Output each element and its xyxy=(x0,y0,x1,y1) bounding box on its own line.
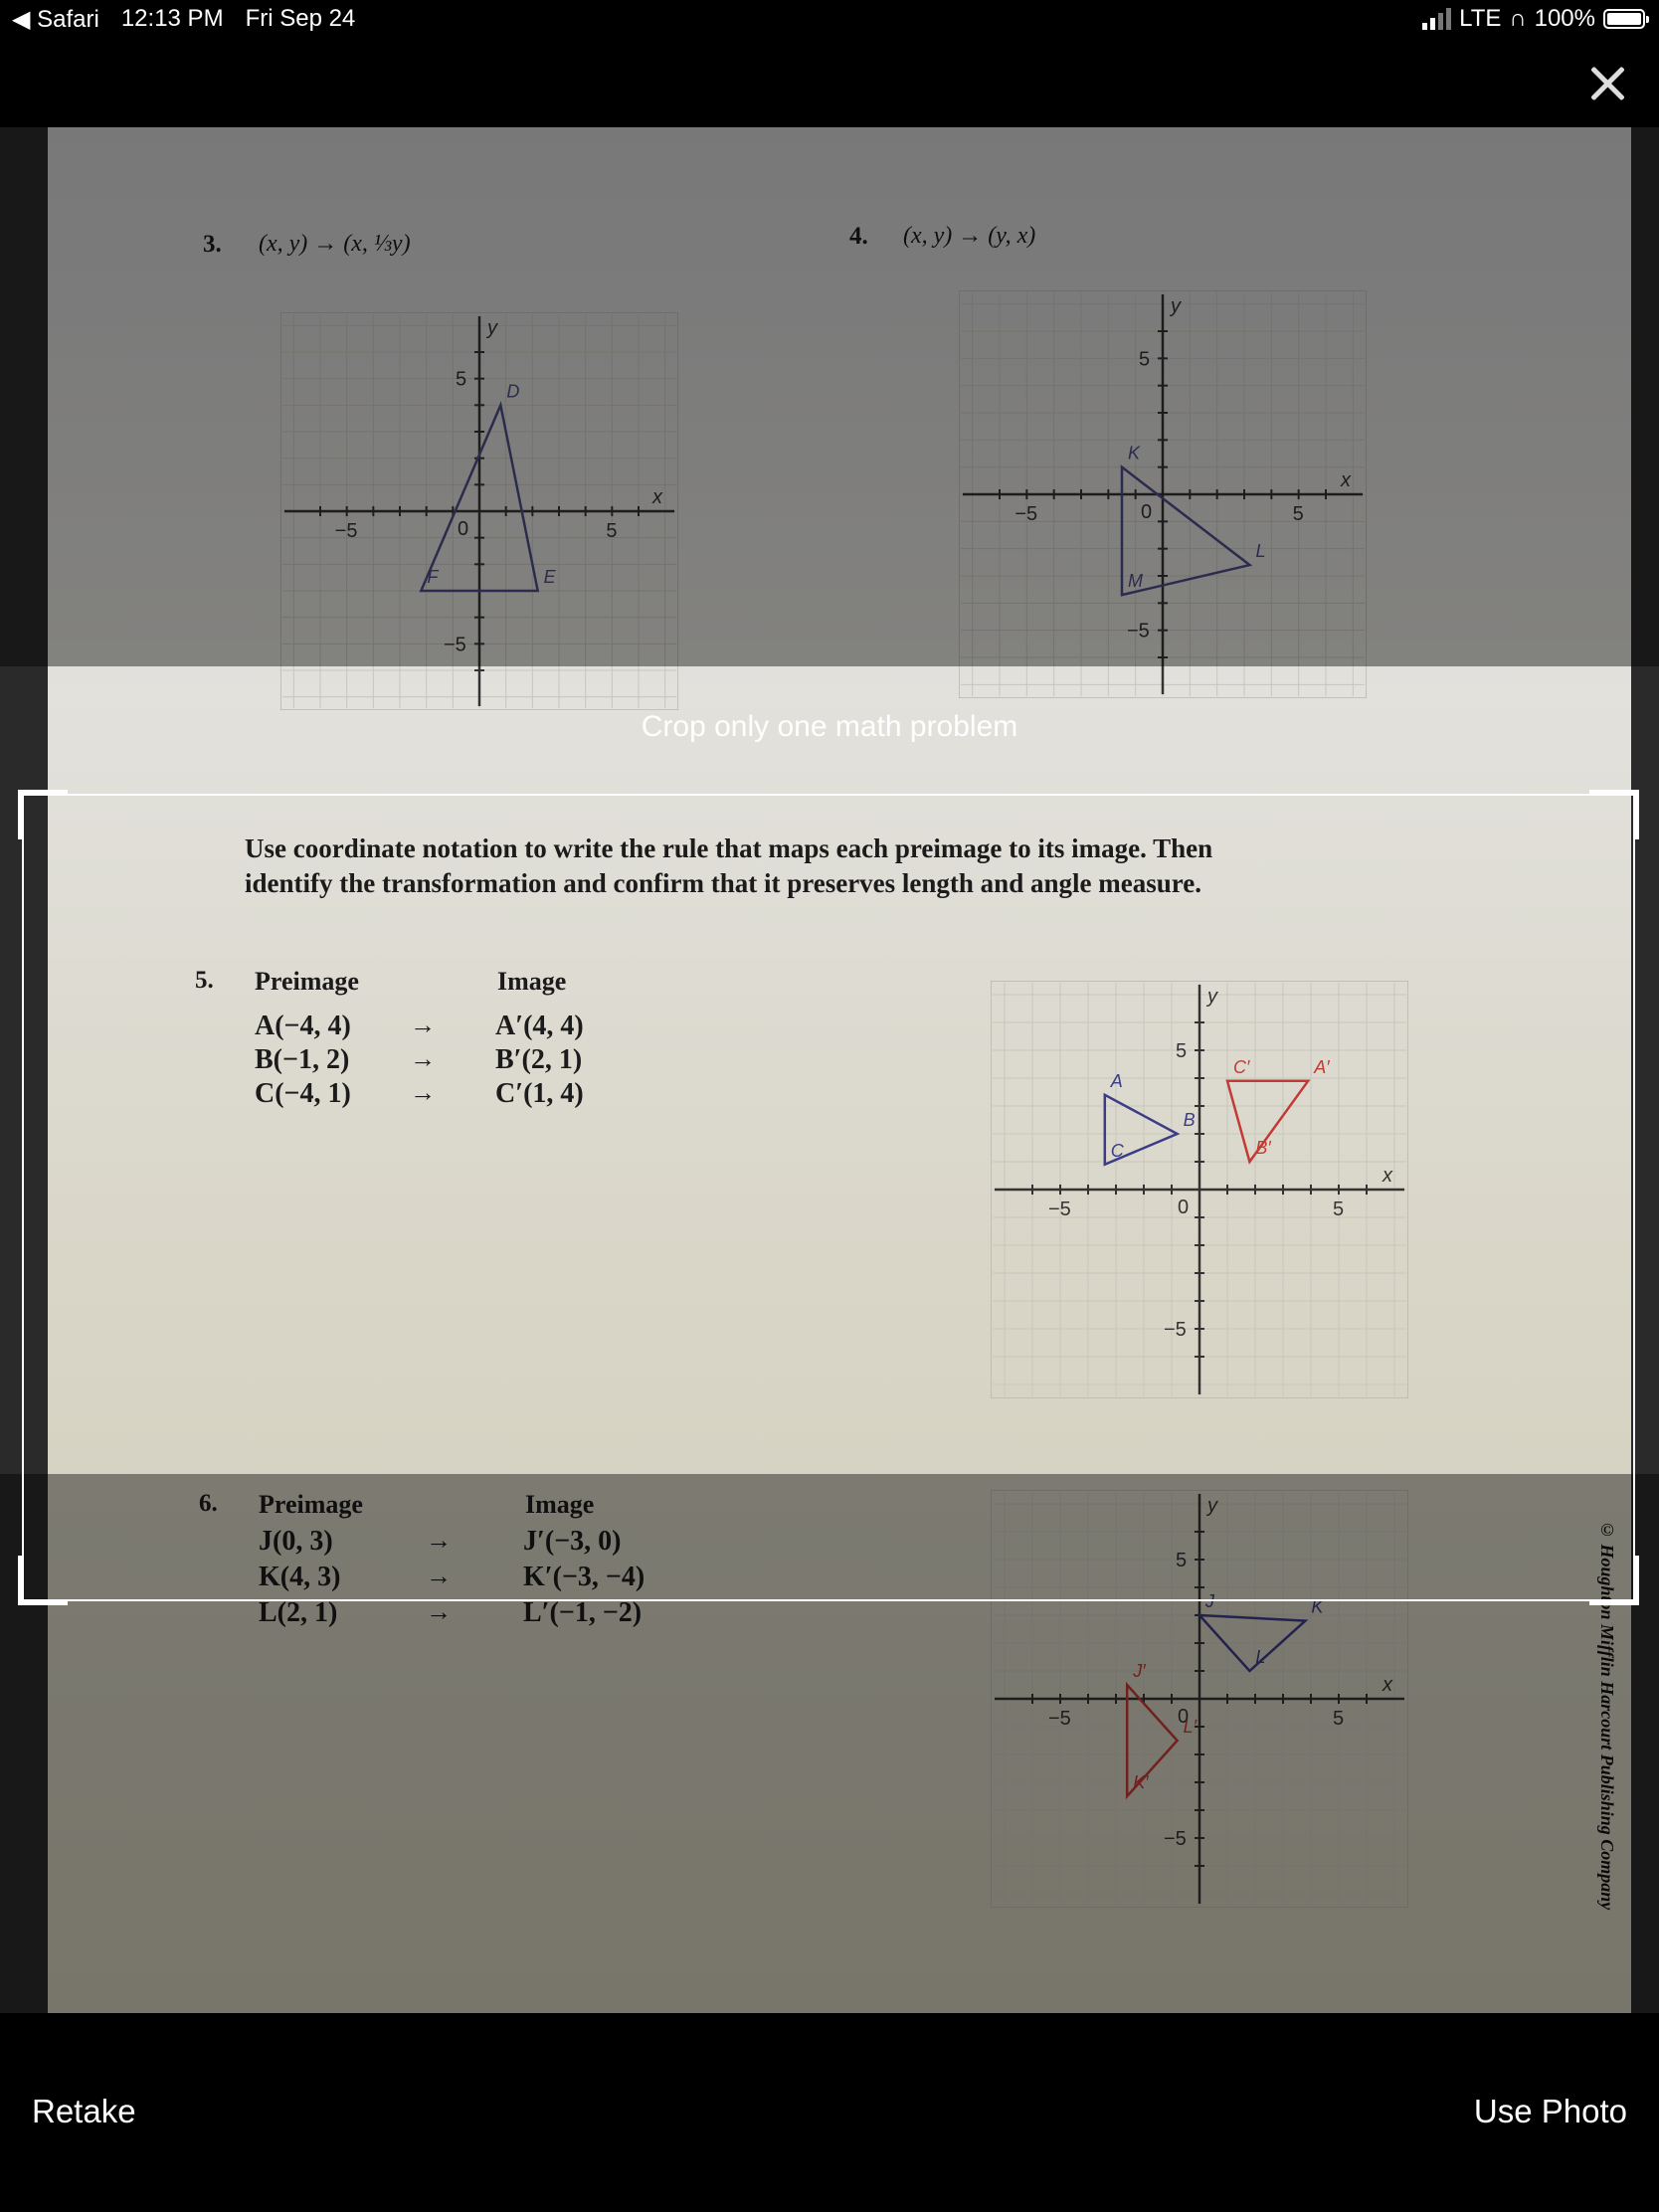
photo-preview xyxy=(0,127,1659,2013)
y-tick-label-pos: 5 xyxy=(1176,1040,1188,1062)
p6-arrow-j: → xyxy=(426,1526,452,1555)
y-axis-label: y xyxy=(1171,295,1181,317)
headphones-icon: ∩ xyxy=(1509,5,1527,32)
problem-3-number: 3. xyxy=(203,231,222,258)
origin-label: 0 xyxy=(1141,501,1153,523)
crop-frame[interactable] xyxy=(22,794,1635,1601)
use-photo-button[interactable]: Use Photo xyxy=(1473,2093,1627,2129)
y-axis-label: y xyxy=(1207,986,1217,1008)
problem-6-image-header: Image xyxy=(525,1490,595,1519)
p6-preimage-k: K(4, 3) xyxy=(259,1562,341,1592)
back-app-label: Safari xyxy=(37,6,99,33)
status-date: Fri Sep 24 xyxy=(245,5,356,32)
crop-handle-top-left[interactable] xyxy=(18,790,68,839)
problem-4-number: 4. xyxy=(849,223,868,250)
crop-handle-bottom-right[interactable] xyxy=(1589,1556,1639,1605)
copyright-text: © Houghton Mifflin Harcourt Publishing Company xyxy=(1597,1520,1617,1911)
vertex-label: C xyxy=(1110,1140,1124,1161)
vertex-label: K′ xyxy=(1133,1772,1149,1792)
p6-preimage-j: J(0, 3) xyxy=(259,1526,333,1557)
vertex-label: L xyxy=(1255,1647,1266,1667)
back-to-app-link[interactable]: ◀ Safari xyxy=(12,6,99,33)
y-axis-label: y xyxy=(1207,1495,1217,1517)
p6-image-j: J′(−3, 0) xyxy=(523,1526,622,1557)
p5-arrow-c: → xyxy=(410,1078,436,1107)
x-axis-label: x xyxy=(1382,1165,1392,1187)
instructions-text: Use coordinate notation to write the rule that maps each preimage to its image. Then identify the transformation and confirm that it preserves length and angle measure. xyxy=(245,833,1213,898)
network-label: LTE xyxy=(1459,5,1502,32)
x-axis-label: x xyxy=(652,486,662,508)
origin-label: 0 xyxy=(1178,1706,1190,1728)
origin-label: 0 xyxy=(1178,1197,1190,1218)
p6-image-l: L′(−1, −2) xyxy=(523,1597,643,1628)
x-axis-label: x xyxy=(1341,469,1351,491)
crop-handle-bottom-left[interactable] xyxy=(18,1556,68,1605)
p5-image-a: A′(4, 4) xyxy=(495,1011,584,1041)
vertex-label: J′ xyxy=(1133,1661,1146,1681)
origin-label: 0 xyxy=(458,518,469,540)
crop-mask-top xyxy=(0,127,1659,666)
p5-image-c: C′(1, 4) xyxy=(495,1078,584,1109)
p6-preimage-l: L(2, 1) xyxy=(259,1597,338,1628)
p5-preimage-b: B(−1, 2) xyxy=(255,1044,350,1075)
problem-4-rule: (x, y) → (y, x) xyxy=(903,223,1036,249)
battery-icon xyxy=(1603,9,1645,29)
problem-6-preimage-header: Preimage xyxy=(259,1490,363,1519)
p6-arrow-k: → xyxy=(426,1562,452,1590)
p5-arrow-b: → xyxy=(410,1044,436,1073)
y-axis-label: y xyxy=(487,317,497,339)
vertex-label: M xyxy=(1128,571,1143,592)
vertex-label: C′ xyxy=(1233,1056,1250,1077)
vertex-label: J xyxy=(1205,1591,1214,1611)
x-tick-label-pos: 5 xyxy=(1292,503,1304,525)
vertex-label: B′ xyxy=(1255,1138,1271,1158)
p5-image-b: B′(2, 1) xyxy=(495,1044,583,1075)
x-axis-label: x xyxy=(1382,1674,1392,1696)
x-tick-label-pos: 5 xyxy=(606,520,618,542)
x-tick-label-neg: −5 xyxy=(1048,1708,1071,1730)
vertex-label: D xyxy=(506,381,520,402)
x-tick-label-neg: −5 xyxy=(1048,1198,1071,1220)
status-time: 12:13 PM xyxy=(120,5,224,32)
crop-hint: Crop only one math problem xyxy=(641,710,1018,743)
x-tick-label-neg: −5 xyxy=(1014,503,1038,525)
y-tick-label-pos: 5 xyxy=(1176,1550,1188,1571)
y-tick-label-pos: 5 xyxy=(456,368,467,391)
vertex-label: K xyxy=(1311,1596,1324,1617)
x-tick-label-pos: 5 xyxy=(1333,1708,1345,1730)
retake-button[interactable]: Retake xyxy=(32,2093,136,2129)
status-bar xyxy=(0,0,1659,40)
p6-image-k: K′(−3, −4) xyxy=(523,1562,645,1592)
x-tick-label-neg: −5 xyxy=(334,520,358,542)
y-tick-label-neg: −5 xyxy=(1164,1319,1187,1341)
vertex-label: E xyxy=(543,567,556,587)
y-tick-label-neg: −5 xyxy=(1127,620,1150,643)
vertex-label: K xyxy=(1128,443,1141,463)
y-tick-label-neg: −5 xyxy=(444,634,466,656)
vertex-label: L′ xyxy=(1183,1717,1197,1737)
problem-5-preimage-header: Preimage xyxy=(255,967,359,996)
battery-percent: 100% xyxy=(1534,5,1595,32)
y-tick-label-neg: −5 xyxy=(1164,1828,1187,1850)
p6-arrow-l: → xyxy=(426,1597,452,1626)
vertex-label: A′ xyxy=(1314,1056,1330,1077)
vertex-label: A xyxy=(1110,1070,1123,1091)
vertex-label: F xyxy=(427,567,439,587)
vertex-label: L xyxy=(1255,541,1266,562)
problem-3-rule: (x, y) → (x, ⅓y) xyxy=(259,231,411,257)
close-icon[interactable] xyxy=(1583,60,1631,107)
problem-6-number: 6. xyxy=(199,1490,218,1517)
p5-preimage-c: C(−4, 1) xyxy=(255,1078,351,1109)
p5-preimage-a: A(−4, 4) xyxy=(255,1011,351,1041)
crop-handle-top-right[interactable] xyxy=(1589,790,1639,839)
p5-arrow-a: → xyxy=(410,1011,436,1039)
signal-icon xyxy=(1422,8,1451,30)
vertex-label: B xyxy=(1183,1110,1196,1130)
x-tick-label-pos: 5 xyxy=(1333,1198,1345,1220)
problem-5-image-header: Image xyxy=(497,967,567,996)
y-tick-label-pos: 5 xyxy=(1139,348,1151,371)
problem-5-number: 5. xyxy=(195,967,214,994)
